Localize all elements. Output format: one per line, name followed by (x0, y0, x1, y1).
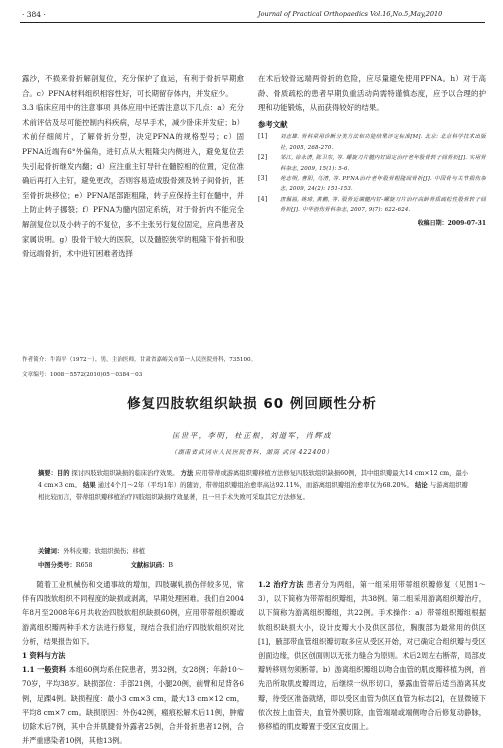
conclusion-text: 与游离组织瓣相比较而言，带蒂组织瓣移植治疗四肢组织缺损疗效显著，且一旦手术失败可采取其它方法修复。 (38, 482, 468, 502)
previous-article-left-column (22, 72, 244, 262)
reference-number: [2] (258, 154, 268, 162)
journal-header: Journal of Practical Orthopaedics Vol.16,No.5,May,2010 (258, 10, 443, 18)
doc-label: 文献标识码： (130, 562, 169, 569)
reference-number: [4] (258, 195, 268, 203)
page-number: · 384 · (22, 10, 46, 19)
reference-number: [1] (258, 133, 268, 141)
clc-number (38, 562, 111, 569)
conclusion-label: 结论 (415, 482, 428, 490)
method-text: 应用带蒂或游离组织瓣移植方法修复四肢软组织缺损60例，其中组织瓣最大14 cm×12 cm，最小4 cm×3 cm。 (38, 470, 469, 490)
keywords-label: 关键词： (38, 548, 64, 555)
reference-text: 刘志雄. 骨科常用诊断分类方法和功能结果评定标准[M]. 北京: 北京科学技术出版社, 2005, 268-270. (280, 134, 486, 151)
method-label: 方法 (180, 470, 194, 477)
classification-info (38, 560, 468, 569)
article-number: 文章编号：1008－5572(2010)05－0384－03 (22, 372, 143, 378)
document-code (131, 562, 191, 569)
paragraph: 3.3 临床应用中的注意事项 具体应用中还需注意以下几点：a）充分术前评估及尽可能控制内科疾病，尽早手术，减少卧床并发症；b）术前仔细阅片，了解骨折分型，决定PFNA的规格型号；c）固PFNA近端有6°外偏角，进钉点从大粗隆尖内侧进入，避免复位丢失引起骨折继发内翻；d）应注重主钉导针在髓腔相的位置，定位准确后再打入主钉，避免更改，否则容易造成股骨颈及转子间骨折，甚至骨折块移位；e）PFNA尾部距粗隆，转子应保持主钉在髓中，并上防止转子挪裂；f）PFNA为髓内固定系统，对于骨折内不能完全解剖复位以及小转子的不复位，多不主张另行复位固定，应尚患者及家属说明。g）股骨干较大的医院，以及髓腔狭窄的粗隆下骨折和股骨远端骨折，术中进钉困难者选择 (22, 103, 244, 259)
doc-value: B (168, 562, 173, 569)
subsection (258, 578, 486, 734)
article-title: 修复四肢软组织缺损 60 例回顾性分析 (127, 396, 377, 412)
clc-value: R658 (75, 562, 93, 569)
subsection-title: 1.2 治疗方法 (258, 580, 304, 589)
result-label: 结果 (82, 482, 96, 490)
reference-item (258, 153, 486, 174)
authors: 匡世平，李明，杜正根，刘道军，肖辉成 (171, 431, 333, 440)
received-date: 收稿日期：2009-07-31 (417, 219, 486, 227)
paragraph: 在术后较骨远端两骨折的危险，应尽量避免使用PFNA。h）对于高龄、骨质疏松的患者早期负重活动尚需特谨慎态度，应予以合理的护理和功能锻炼，从而获得较好的结果。 (258, 74, 486, 113)
result-text: 通过4个月～2年（平均1年）的随访，带蒂组织瓣组治愈率高达92.11%，而游离组织瓣组治愈率仅为68.20%。 (97, 482, 413, 490)
references-title: 参考文献 (258, 119, 288, 129)
keywords-text: 外科皮瓣；软组织损伤；移植 (63, 548, 146, 555)
subsection-text: 本组60例均系住院患者，男32例，女28例；年龄10～70岁，平均38岁。缺损部位：手部21例，小腿20例，前臂和足背各6例，足踝4例。缺损程度：最小3 cm×3 cm，最大13 cm×12 cm，平均8 cm×7 cm。缺损原因：外伤42例，瘢痕松解术后11例，肿瘤切除术后7例，其中合并肌腱骨外露者25例，合并骨折患者12例，合并严重感染者10例，其他13例。 (22, 665, 244, 746)
author-note: 作者简介：牛海平（1972－），男，主治医师，甘肃省嘉峪关市第一人民医院骨科，735100。 (22, 357, 257, 363)
previous-article-right-column (258, 72, 486, 231)
article-right-column (258, 578, 486, 734)
abstract (38, 468, 468, 505)
reference-item (258, 174, 486, 195)
reference-item (258, 195, 486, 216)
reference-text: 苑志明, 曹阳, 乌清, 等. PFNA治疗老年股骨粗隆间骨折[J]. 中国骨与关节损伤杂志, 2009, 24(2): 151-153. (280, 176, 486, 193)
header-rule (20, 22, 485, 23)
keywords (38, 546, 468, 555)
reference-text: 邹江, 徐永清, 陈卫东, 等. 螺旋刀片髓内钉固定治疗老年股骨转子间骨折[J]. 实用骨科杂志, 2009, 15(1): 5-6. (280, 155, 486, 172)
article-left-column (22, 578, 244, 748)
introduction: 随着工业机械伤和交通事故的增加，四肢碾轧损伤伴较多见，常伴有四肢软组织不同程度的缺损或剥离，早期处理困难。我们自2004年8月至2008年6月共收治四肢软组织缺损60例，应用带蒂组织瓣或游离组织瓣两种手术方法进行修复，现结合我们治疗四肢软组织对比分析，结果报告如下。 (22, 580, 244, 646)
section-title: 1 资料与方法 (22, 651, 66, 661)
paragraph: 露沙，不损来骨折解剖复位，充分保护了血运，有利于骨折早期愈合。c）PFNA材料组织相容性好，可长期留存体内，并发症少。 (22, 74, 244, 98)
reference-item (258, 132, 486, 153)
reference-number: [3] (258, 175, 268, 182)
abstract-label: 摘要： (38, 470, 57, 477)
subsection-text: 患者分为两组，第一组采用带蒂组织瓣修复（见图1～3），以下简称为带蒂组织瓣组，共38例。第二组采用游离组织瓣治疗，以下简称为游离组织瓣组，共22例。手术操作：a）带蒂组织瓣组根据软组织缺损大小，设计皮瓣大小及供区部位，胸腹部为最常用的供区[1]，腋部带血管组织瓣切取多应从受区开始，对已确定合组织瓣与受区创面边缘，供区创面则以无张力缝合为原则。术后2周左右断蒂，局部皮瓣转移则勿须断蒂。b）游离组织瓣组以吻合血管的肌皮瓣移植为例，首先沿所取肌皮瓣周边，后继续一纵形切口，暴露血管蒂后适当游离其皮瓣，待受区准备就绪，即以受区血管为供区血管为标志[2]，在显微镜下依次按上血管夫，血管外膜切除，血管端端或端侧吻合后修复动静脉，修移植的肌皮瓣置于受区宜皮面上。 (258, 580, 486, 732)
reference-text: 唐佩福, 姚琦, 黄鹏, 等. 股骨近端髓内钉-螺旋刀片治疗高龄骨质疏松性股骨转子间骨折[J]. 中华创伤骨科杂志, 2007, 9(7): 622-624. (280, 196, 486, 214)
affiliation: （湖南省武冈市人民医院骨科，湖南 武冈 422400） (170, 449, 334, 456)
subsection (22, 663, 244, 748)
purpose-label: 目的 (56, 470, 70, 477)
subsection-title: 1.1 一般资料 (22, 665, 67, 675)
purpose-text: 探讨四肢软组织缺损的临床治疗效果。 (71, 470, 179, 477)
clc-label: 中图分类号： (38, 562, 76, 569)
